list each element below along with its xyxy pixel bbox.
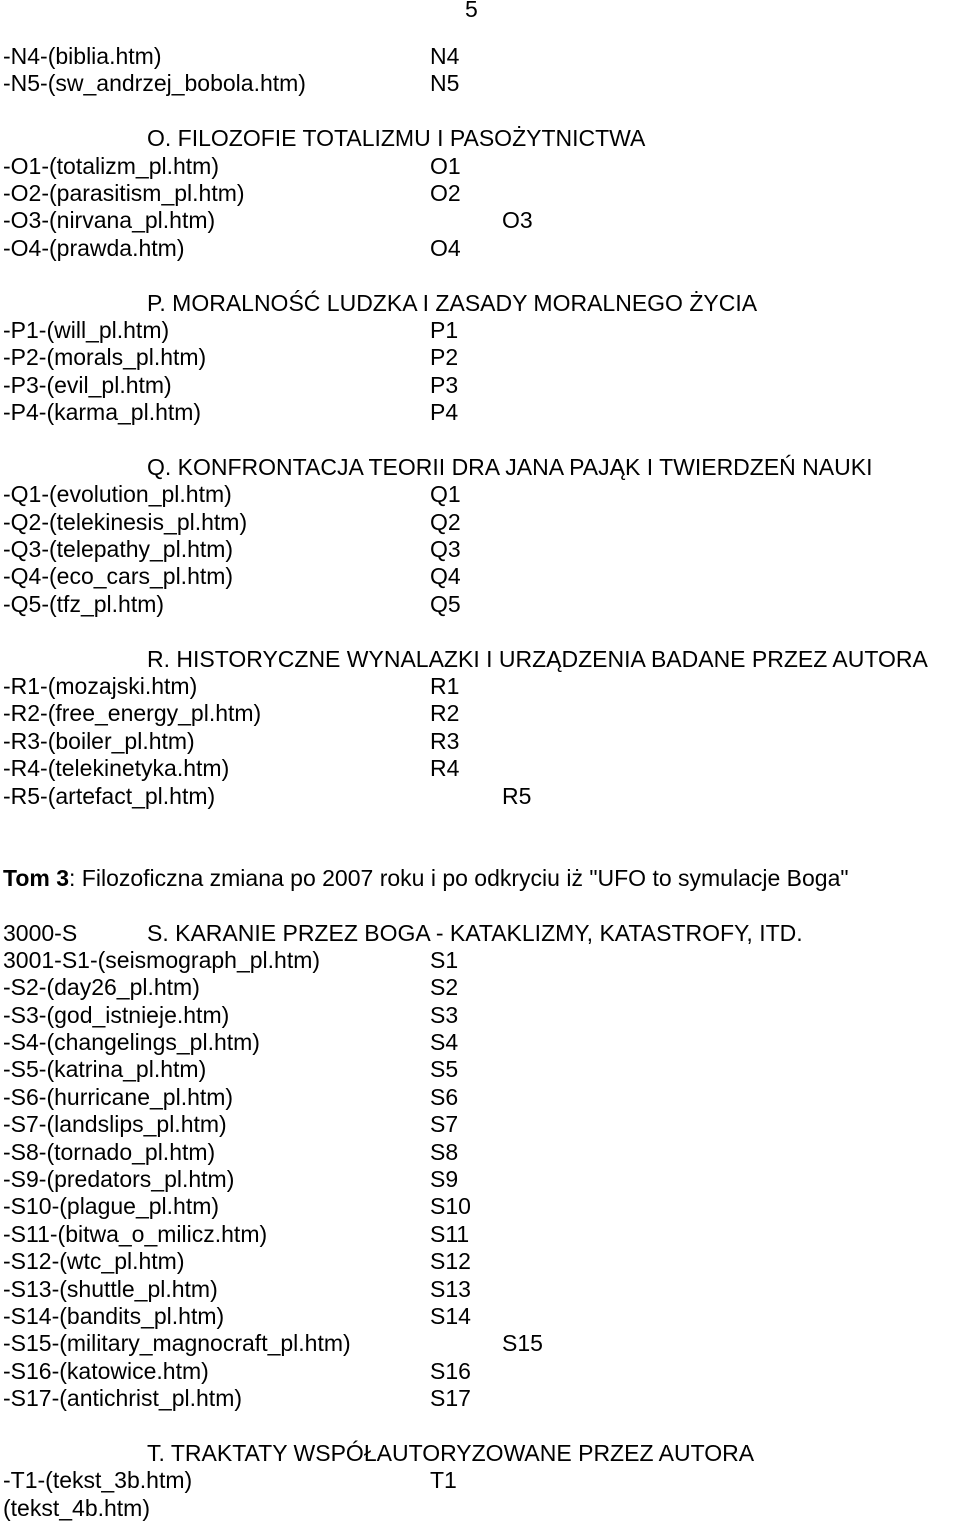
entry-code: S7 xyxy=(430,1111,459,1138)
entry-row xyxy=(0,1111,960,1138)
entry-row xyxy=(0,1029,960,1056)
entry-file: -S2-(day26_pl.htm) xyxy=(3,974,200,1001)
entry-code: S5 xyxy=(430,1056,459,1083)
entry-code: S16 xyxy=(430,1357,471,1384)
entry-file: -S7-(landslips_pl.htm) xyxy=(3,1111,227,1138)
entry-code: S9 xyxy=(430,1166,459,1193)
volume-title: : Filozoficzna zmiana po 2007 roku i po odkryciu iż "UFO to symulacje Boga" xyxy=(69,864,849,891)
entry-file: -Q2-(telekinesis_pl.htm) xyxy=(3,508,248,535)
section-heading-o: O. FILOZOFIE TOTALIZMU I PASOŻYTNICTWA xyxy=(147,125,646,152)
entry-file: -S5-(katrina_pl.htm) xyxy=(3,1056,207,1083)
blank-line xyxy=(0,892,960,919)
page-number: 5 xyxy=(465,0,478,22)
entry-row xyxy=(0,1193,960,1220)
entry-row xyxy=(0,317,960,344)
entry-code: N5 xyxy=(430,70,460,97)
section-heading-q: Q. KONFRONTACJA TEORII DRA JANA PAJĄK I TWIERDZEŃ NAUKI xyxy=(147,453,873,480)
blank-line xyxy=(0,98,960,125)
section-heading-row xyxy=(0,1440,960,1467)
entry-file: -N4-(biblia.htm) xyxy=(3,43,162,69)
entry-code: R3 xyxy=(430,727,460,754)
entry-file: -S15-(military_magnocraft_pl.htm) xyxy=(3,1330,351,1357)
entry-row xyxy=(0,180,960,207)
entry-file: -S6-(hurricane_pl.htm) xyxy=(3,1083,234,1110)
entry-file: -R4-(telekinetyka.htm) xyxy=(3,755,230,782)
entry-row xyxy=(0,235,960,262)
entry-row xyxy=(0,207,960,234)
entry-file: -R1-(mozajski.htm) xyxy=(3,672,198,699)
entry-code: R5 xyxy=(502,782,532,809)
entry-code: S6 xyxy=(430,1083,459,1110)
entry-file: -S9-(predators_pl.htm) xyxy=(3,1166,235,1193)
entry-row xyxy=(0,481,960,508)
entry-code: S14 xyxy=(430,1302,471,1329)
blank-line xyxy=(0,1413,960,1440)
entry-row xyxy=(0,1276,960,1303)
entry-file: -O1-(totalizm_pl.htm) xyxy=(3,152,219,179)
entry-code: S1 xyxy=(430,946,459,973)
entry-code: S10 xyxy=(430,1193,471,1220)
entry-file: -S4-(changelings_pl.htm) xyxy=(3,1029,260,1056)
section-heading-row xyxy=(0,454,960,481)
entry-code: S15 xyxy=(502,1330,543,1357)
entry-row xyxy=(0,536,960,563)
blank-line xyxy=(0,837,960,864)
entry-row xyxy=(0,974,960,1001)
volume-label: Tom 3 xyxy=(3,864,70,891)
section-heading-r: R. HISTORYCZNE WYNALAZKI I URZĄDZENIA BADANE PRZEZ AUTORA xyxy=(147,645,928,672)
entry-row xyxy=(0,755,960,782)
entry-file: -N5-(sw_andrzej_bobola.htm) xyxy=(3,70,306,97)
entry-row xyxy=(0,563,960,590)
entry-code: Q5 xyxy=(430,590,461,617)
entry-file: -S8-(tornado_pl.htm) xyxy=(3,1138,216,1165)
blank-line xyxy=(0,426,960,453)
entry-code: Q4 xyxy=(430,563,461,590)
entry-row xyxy=(0,1139,960,1166)
entry-row xyxy=(0,1002,960,1029)
entry-code: S12 xyxy=(430,1248,471,1275)
entry-code: N4 xyxy=(430,43,460,69)
entry-row xyxy=(0,947,960,974)
entry-file: -P2-(morals_pl.htm) xyxy=(3,344,207,371)
entry-code: S17 xyxy=(430,1385,471,1412)
entry-row xyxy=(0,43,960,70)
entry-row xyxy=(0,1467,960,1494)
entry-code: S2 xyxy=(430,974,459,1001)
entry-file: -R5-(artefact_pl.htm) xyxy=(3,782,216,809)
entry-code: R2 xyxy=(430,700,460,727)
section-heading-row xyxy=(0,290,960,317)
entry-code: S4 xyxy=(430,1029,459,1056)
section-heading-s: S. KARANIE PRZEZ BOGA - KATAKLIZMY, KATASTROFY, ITD. xyxy=(147,919,803,946)
entry-file: -Q1-(evolution_pl.htm) xyxy=(3,481,232,508)
entry-file: -S16-(katowice.htm) xyxy=(3,1357,209,1384)
entry-file: -S17-(antichrist_pl.htm) xyxy=(3,1385,243,1412)
section-heading-row xyxy=(0,125,960,152)
entry-row xyxy=(0,344,960,371)
document-body xyxy=(0,43,960,1522)
entry-code: R1 xyxy=(430,672,460,699)
blank-line xyxy=(0,618,960,645)
entry-code: O1 xyxy=(430,152,461,179)
entry-code: Q3 xyxy=(430,536,461,563)
entry-row xyxy=(0,1385,960,1412)
entry-row xyxy=(0,591,960,618)
blank-line xyxy=(0,810,960,837)
entry-file: -R3-(boiler_pl.htm) xyxy=(3,727,195,754)
entry-code: P3 xyxy=(430,371,459,398)
entry-file: -S10-(plague_pl.htm) xyxy=(3,1193,220,1220)
entry-file: -S14-(bandits_pl.htm) xyxy=(3,1302,225,1329)
entry-row xyxy=(0,1084,960,1111)
entry-code: S11 xyxy=(430,1220,470,1247)
entry-code: O2 xyxy=(430,179,461,206)
entry-row xyxy=(0,1248,960,1275)
entry-file: -P1-(will_pl.htm) xyxy=(3,316,170,343)
volume-title-line xyxy=(3,865,849,892)
entry-code: S3 xyxy=(430,1001,459,1028)
entry-code: P1 xyxy=(430,316,459,343)
entry-row xyxy=(0,1303,960,1330)
entry-code: S13 xyxy=(430,1275,471,1302)
entry-row xyxy=(0,70,960,97)
entry-row xyxy=(0,1221,960,1248)
entry-code: O4 xyxy=(430,234,461,261)
entry-row xyxy=(0,153,960,180)
entry-row xyxy=(0,673,960,700)
entry-row xyxy=(0,1495,960,1522)
entry-code: O3 xyxy=(502,207,533,234)
entry-file: (tekst_4b.htm) xyxy=(3,1494,150,1521)
entry-file: -O2-(parasitism_pl.htm) xyxy=(3,179,245,206)
entry-file: -O3-(nirvana_pl.htm) xyxy=(3,207,216,234)
entry-row xyxy=(0,1358,960,1385)
entry-row xyxy=(0,399,960,426)
entry-file: -R2-(free_energy_pl.htm) xyxy=(3,700,262,727)
entry-file: -S11-(bitwa_o_milicz.htm) xyxy=(3,1220,268,1247)
entry-file: -S12-(wtc_pl.htm) xyxy=(3,1248,185,1275)
entry-row xyxy=(0,509,960,536)
entry-file: -T1-(tekst_3b.htm) xyxy=(3,1467,193,1494)
entry-code: P2 xyxy=(430,344,459,371)
entry-code: Q2 xyxy=(430,508,461,535)
entry-row xyxy=(0,1166,960,1193)
entry-row xyxy=(0,783,960,810)
entry-file: -P4-(karma_pl.htm) xyxy=(3,399,202,426)
entry-row xyxy=(0,700,960,727)
entry-file: -Q4-(eco_cars_pl.htm) xyxy=(3,563,234,590)
entry-code: T1 xyxy=(430,1467,457,1494)
entry-file: -P3-(evil_pl.htm) xyxy=(3,371,172,398)
section-number-s: 3000-S xyxy=(3,919,78,946)
entry-row xyxy=(0,728,960,755)
entry-code: R4 xyxy=(430,755,460,782)
section-heading-p: P. MORALNOŚĆ LUDZKA I ZASADY MORALNEGO ŻYCIA xyxy=(147,289,758,316)
section-heading-t: T. TRAKTATY WSPÓŁAUTORYZOWANE PRZEZ AUTORA xyxy=(147,1439,755,1466)
section-heading-row xyxy=(0,920,960,947)
entry-file: -O4-(prawda.htm) xyxy=(3,234,185,261)
blank-line xyxy=(0,262,960,289)
entry-code: Q1 xyxy=(430,481,461,508)
entry-file: 3001-S1-(seismograph_pl.htm) xyxy=(3,946,321,973)
entry-code: S8 xyxy=(430,1138,459,1165)
section-heading-row xyxy=(0,646,960,673)
entry-row xyxy=(0,1056,960,1083)
entry-file: -Q5-(tfz_pl.htm) xyxy=(3,590,165,617)
entry-file: -Q3-(telepathy_pl.htm) xyxy=(3,536,234,563)
entry-code: P4 xyxy=(430,399,459,426)
entry-row xyxy=(0,372,960,399)
volume-row xyxy=(0,865,960,892)
entry-file: -S3-(god_istnieje.htm) xyxy=(3,1001,230,1028)
entry-file: -S13-(shuttle_pl.htm) xyxy=(3,1275,218,1302)
entry-row xyxy=(0,1330,960,1357)
